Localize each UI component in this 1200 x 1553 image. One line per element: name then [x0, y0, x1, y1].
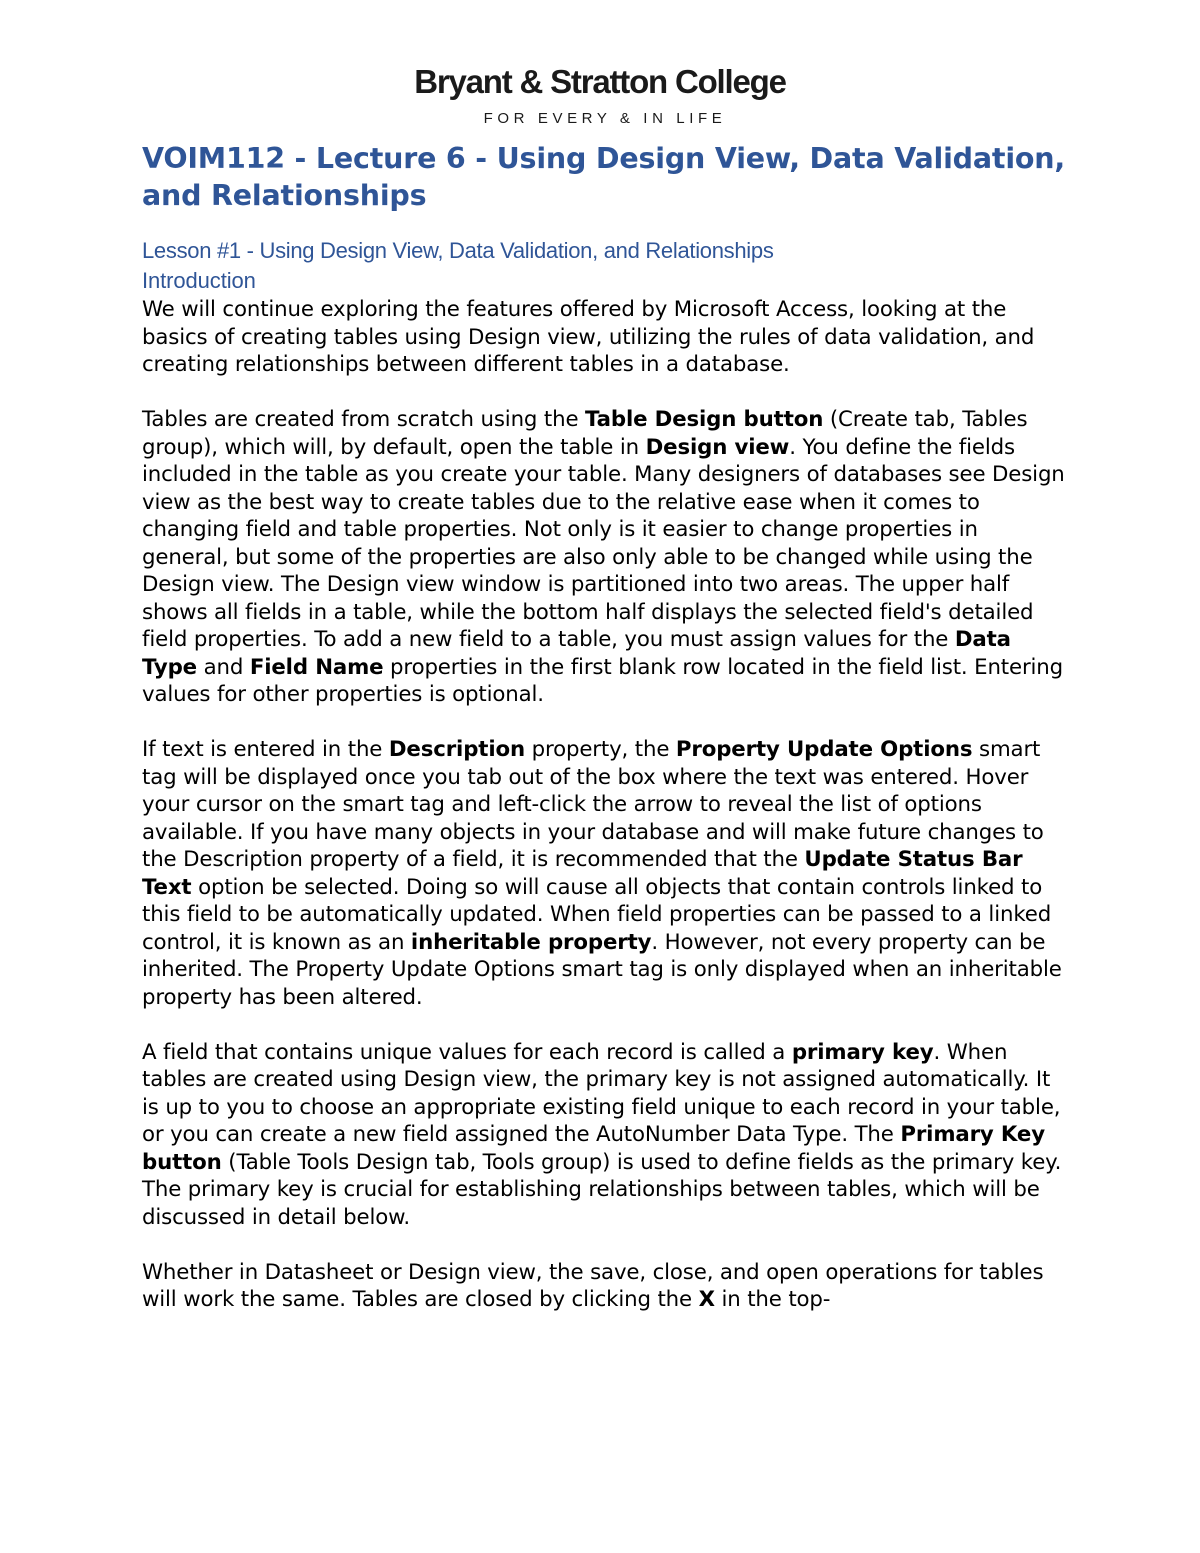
- document-title: VOIM112 - Lecture 6 - Using Design View, Data Validation, and Relationships: [142, 142, 1066, 212]
- paragraph-text: smart tag will be displayed once you tab out of the box where the text was entered. Hover your cursor on the smart tag and left-click the arrow to reveal the list of options available. If you have many objects in your database and will make future changes to the Description property of a field, it is recommended that the: [142, 737, 1044, 872]
- paragraph-list: [142, 296, 1067, 1314]
- college-logo: [0, 62, 1200, 127]
- paragraph-text: . However, not every property can be inherited. The Property Update Options smart tag is only displayed when an inheritable property has been altered.: [142, 929, 1062, 1010]
- body-paragraph: [142, 296, 1067, 379]
- paragraph-text: property, the: [524, 737, 676, 762]
- bold-term: Property Update Options: [675, 737, 973, 762]
- paragraph-text: Tables are created from scratch using the: [142, 407, 586, 432]
- lesson-heading: Lesson #1 - Using Design View, Data Validation, and Relationships: [142, 238, 774, 263]
- bold-term: Table Design button: [585, 407, 824, 432]
- bold-term: Description: [388, 737, 525, 762]
- bold-term: Data Type: [142, 627, 1011, 680]
- paragraph-text: and: [196, 654, 250, 680]
- bold-term: Update Status Bar Text: [142, 847, 1023, 900]
- paragraph-text: A field that contains unique values for each record is called a: [142, 1039, 792, 1065]
- bold-term: inheritable property: [410, 929, 652, 955]
- logo-name: Bryant & Stratton College: [414, 63, 786, 100]
- paragraph-text: properties in the first blank row located in the field list. Entering values for other properties is optional.: [142, 654, 1064, 707]
- document-body: [142, 140, 1067, 1341]
- paragraph-text: . When tables are created using Design view, the primary key is not assigned automatically. It is up to you to choose an appropriate existing field unique to each record in your table, or you can create a new field assigned the AutoNumber Data Type. The: [142, 1039, 1061, 1147]
- body-paragraph: [142, 736, 1067, 1011]
- paragraph-text: If text is entered in the: [142, 737, 389, 762]
- bold-term: Design view: [645, 434, 790, 460]
- body-paragraph: [142, 406, 1067, 709]
- body-paragraph: [142, 1039, 1067, 1232]
- paragraph-text: We will continue exploring the features offered by Microsoft Access, looking at the basics of creating tables using Design view, utilizing the rules of data validation, and creating relationships between different tables in a database.: [142, 297, 1035, 377]
- paragraph-text: in the top-: [714, 1287, 831, 1312]
- bold-term: Primary Key button: [142, 1122, 1045, 1175]
- bold-term: primary key: [791, 1039, 934, 1065]
- bold-term: Field Name: [249, 654, 384, 680]
- paragraph-text: . You define the fields included in the table as you create your table. Many designers of databases see Design view as the best way to create tables due to the relative ease when it comes to changing field and table properties. Not only is it easier to change properties in general, but some of the properties are also only able to be changed while using the Design view. The Design view window is partitioned into two areas. The upper half shows all fields in a table, while the bottom half displays the selected field's detailed field properties. To add a new field to a table, you must assign values for the: [142, 434, 1065, 652]
- paragraph-text: (Create tab, Tables group), which will, by default, open the table in: [142, 407, 1028, 460]
- body-paragraph: [142, 1259, 1067, 1314]
- paragraph-text: Whether in Datasheet or Design view, the save, close, and open operations for tables will work the same. Tables are closed by clicking the: [142, 1259, 1044, 1312]
- paragraph-text: option be selected. Doing so will cause all objects that contain controls linked to this field to be automatically updated. When field properties can be passed to a linked control, it is known as an: [142, 874, 1052, 955]
- logo-tagline: FOR EVERY & IN LIFE: [483, 110, 727, 127]
- bold-term: X: [698, 1287, 715, 1312]
- paragraph-text: (Table Tools Design tab, Tools group) is used to define fields as the primary key. The primary key is crucial for establishing relationships between tables, which will be discussed in detail below.: [142, 1149, 1062, 1230]
- section-heading-introduction: Introduction: [142, 268, 256, 293]
